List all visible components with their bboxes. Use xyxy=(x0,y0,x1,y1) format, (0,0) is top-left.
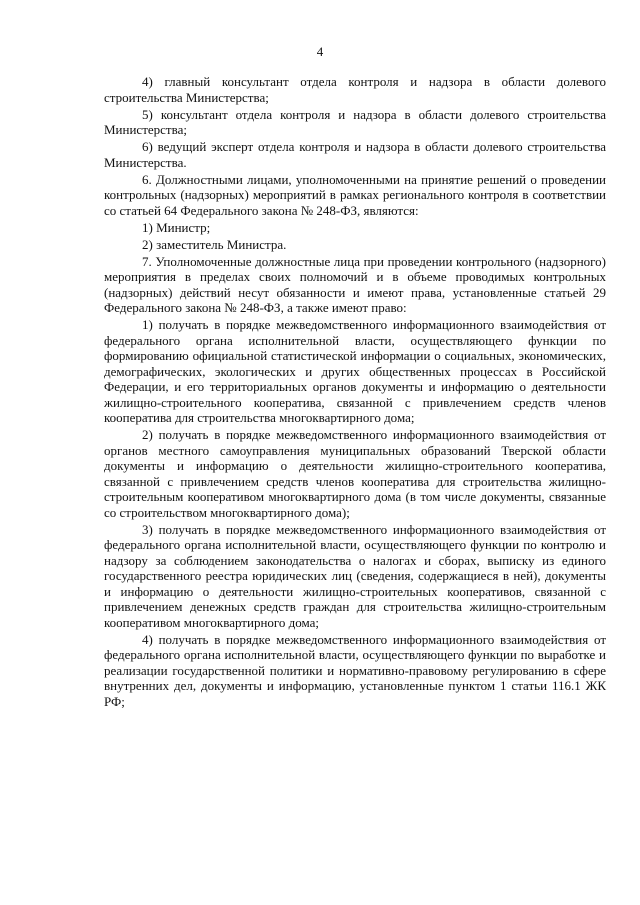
paragraph-item-5: 5) консультант отдела контроля и надзора в области долевого строительства Министерства; xyxy=(104,106,606,137)
paragraph-right-3: 3) получать в порядке межведомственного информационного взаимодействия от федерального органа исполнительной власти, осуществляющего функции по контролю и надзору за соблюдением законодательства о налогах и сборах, выписку из единого государственного реестра юридических лиц (сведения, содержащиеся в ней), документы и информацию о деятельности жилищно-строительных кооперативов, связанной с привлечением денежных средств граждан для строительства жилищно-строительным кооперативом многоквартирного дома; xyxy=(104,521,606,630)
paragraph-right-1: 1) получать в порядке межведомственного информационного взаимодействия от федерального органа исполнительной власти, осуществляющего функции по формированию официальной статистической информации о социальных, экономических, демографических, экологических и других общественных процессах в Российской Федерации, и его территориальных органов документы и информацию о деятельности жилищно-строительного кооператива, связанной с привлечением средств членов кооператива для строительства многоквартирного дома; xyxy=(104,317,606,425)
paragraph-section-7: 7. Уполномоченные должностные лица при проведении контрольного (надзорного) мероприятия в пределах своих полномочий и в объеме проводимых контрольных (надзорных) действий несут обязанности и имеют права, установленные статьей 29 Федерального закона № 248-ФЗ, а также имеют право: xyxy=(104,253,606,315)
paragraph-item-4: 4) главный консультант отдела контроля и надзора в области долевого строительства Министерства; xyxy=(104,74,606,105)
paragraph-item-minister: 1) Министр; xyxy=(142,219,211,235)
paragraph-right-2: 2) получать в порядке межведомственного информационного взаимодействия от органов местного самоуправления муниципальных образований Тверской области документы и информацию о деятельности жилищно-строительного кооператива, связанной с привлечением средств членов кооператива для строительства жилищно-строительным кооперативом многоквартирного дома (в том числе документы, связанные со строительством многоквартирного дома); xyxy=(104,427,606,520)
paragraph-item-6: 6) ведущий эксперт отдела контроля и надзора в области долевого строительства Министерства. xyxy=(104,139,606,170)
document-body xyxy=(104,74,606,711)
paragraph-item-deputy-minister: 2) заместитель Министра. xyxy=(142,236,287,252)
page-number: 4 xyxy=(316,44,324,59)
paragraph-right-4: 4) получать в порядке межведомственного информационного взаимодействия от федерального органа исполнительной власти, осуществляющего функции по выработке и реализации государственной политики и нормативно-правовому регулированию в сфере внутренних дел, документы и информацию, установленные пунктом 1 статьи 116.1 ЖК РФ; xyxy=(104,631,606,709)
paragraph-section-6: 6. Должностными лицами, уполномоченными на принятие решений о проведении контрольных (надзорных) мероприятий в рамках регионального контроля в соответствии со статьей 64 Федерального закона № 248-ФЗ, являются: xyxy=(104,171,606,218)
